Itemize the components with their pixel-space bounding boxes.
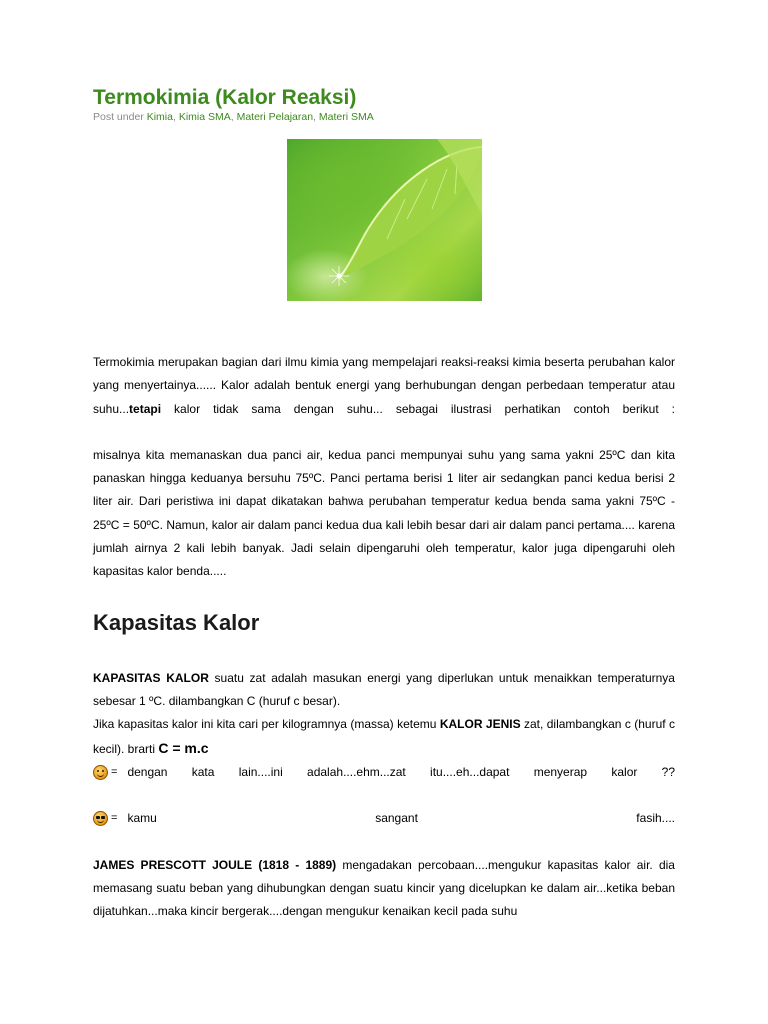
specific-heat-text-cont: zat, dilambangkan c (huruf c kecil). brarti: [93, 717, 676, 756]
category-separator: ,: [313, 111, 319, 123]
emoticon-line: [93, 807, 675, 830]
joule-name: JAMES PRESCOTT JOULE (1818 - 1889): [93, 857, 337, 872]
category-link-materi-sma[interactable]: Materi SMA: [318, 111, 374, 123]
intro-text-cont: kalor tidak sama dengan suhu... sebagai ilustrasi perhatikan contoh berikut :: [161, 401, 675, 416]
capacity-bold: KAPASITAS KALOR: [93, 670, 209, 685]
equals-sign: =: [111, 765, 118, 778]
formula: C = m.c: [158, 739, 209, 756]
specific-heat-paragraph: [93, 713, 675, 761]
intro-bold: tetapi: [129, 401, 162, 416]
joule-text: mengadakan percobaan....mengukur kapasitas kalor air. dia memasang suatu beban yang dihubungkan dengan suatu kincir yang dicelupkan ke dalam air...ketika beban dijatuhkan...maka kincir bergerak....dengan mengukur kenaikan kecil pada suhu: [93, 857, 675, 919]
example-paragraph: misalnya kita memanaskan dua panci air, kedua panci mempunyai suhu yang sama yakni 25ºC dan kita panaskan hingga keduanya bersuhu 75ºC. Panci pertama berisi 1 liter air sedangkan panci kedua berisi 2 liter air. Dari peristiwa ini dapat dikatakan bahwa perubahan temperatur kedua benda sama yakni 75ºC - 25ºC = 50ºC. Namun, kalor air dalam panci kedua dua kali lebih besar dari air dalam panci pertama.... karena jumlah airnya 2 kali lebih banyak. Jadi selain dipengaruhi oleh temperatur, kalor juga dipengaruhi oleh kapasitas kalor benda.....: [93, 447, 675, 579]
green-leaf-image: [287, 139, 482, 301]
section-heading: Kapasitas Kalor: [93, 609, 260, 635]
meta-prefix: Post under: [93, 111, 147, 123]
article: [93, 86, 675, 924]
capacity-paragraph: [93, 667, 675, 714]
post-meta: [93, 110, 675, 124]
category-link-kimia-sma[interactable]: Kimia SMA: [178, 111, 231, 123]
leaf-illustration: [287, 139, 482, 301]
equals-sign: =: [111, 811, 118, 824]
category-separator: ,: [230, 111, 237, 123]
capacity-definition: suatu zat adalah masukan energi yang diperlukan untuk menaikkan temperaturnya sebesar 1 ºC. dilambangkan C (huruf c besar).: [93, 670, 675, 708]
emoticon-line: [93, 761, 675, 784]
cool-smiley-icon: [93, 811, 108, 826]
specific-heat-text: Jika kapasitas kalor ini kita cari per kilogramnya (massa) ketemu: [93, 717, 440, 732]
emoticon-text: kamu sangant fasih....: [127, 810, 675, 825]
category-separator: ,: [172, 111, 179, 123]
intro-paragraph: [93, 351, 675, 421]
specific-heat-bold: KALOR JENIS: [439, 717, 521, 732]
article-title: Termokimia (Kalor Reaksi): [93, 86, 357, 109]
category-link-materi-pelajaran[interactable]: Materi Pelajaran: [236, 111, 314, 123]
joule-paragraph: [93, 854, 675, 924]
category-link-kimia[interactable]: Kimia: [146, 111, 173, 123]
smiley-icon: [93, 765, 108, 780]
emoticon-text: dengan kata lain....ini adalah....ehm...zat itu....eh...dapat menyerap kalor ??: [127, 764, 675, 779]
intro-text: Termokimia merupakan bagian dari ilmu kimia yang mempelajari reaksi-reaksi kimia beserta perubahan kalor yang menyertainya...... Kalor adalah bentuk energi yang berhubungan dengan perbedaan temperatur atau suhu...: [93, 355, 675, 416]
